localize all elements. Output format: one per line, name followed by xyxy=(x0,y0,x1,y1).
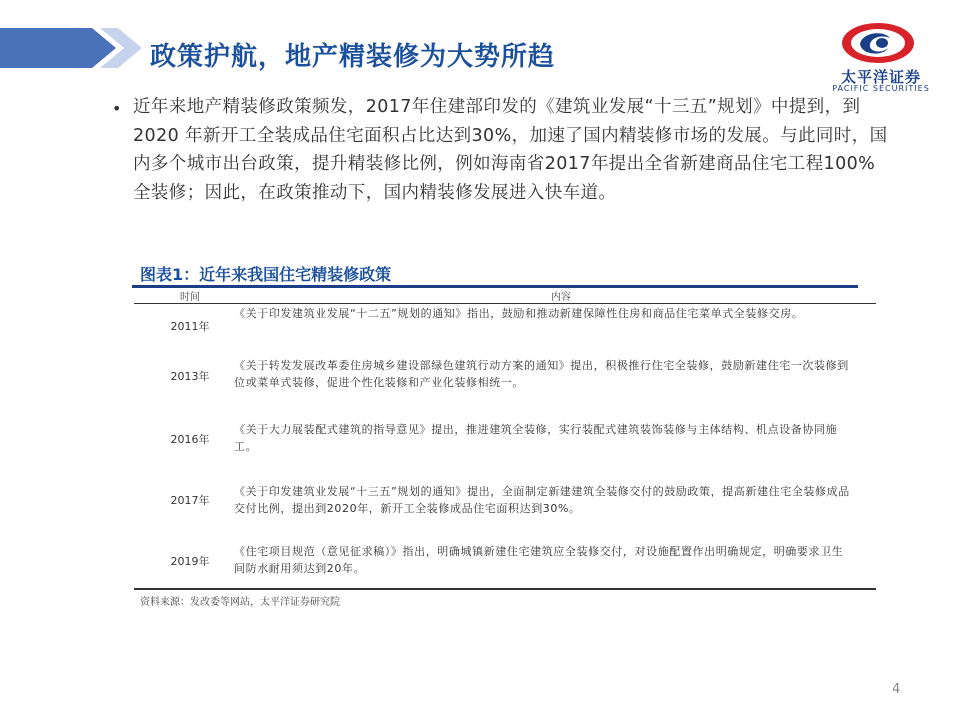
row-content: 《关于转发发展改革委住房城乡建设部绿色建筑行动方案的通知》提出，积极推行住宅全装修，鼓励新建住宅一次装修到位或菜单式装修，促进个性化装修和产业化装修相统一。 xyxy=(234,359,849,389)
column-header-time: 时间 xyxy=(180,292,200,303)
row-content: 《关于大力展装配式建筑的指导意见》提出，推进建筑全装修，实行装配式建筑装饰装修与主体结构、机点设备协同施工。 xyxy=(234,423,838,453)
header-banner xyxy=(0,22,160,74)
table-header xyxy=(134,287,876,304)
row-year: 2011年 xyxy=(170,320,210,333)
column-header-content: 内容 xyxy=(551,292,571,303)
row-year: 2017年 xyxy=(170,494,210,507)
slide-title: 政策护航，地产精装修为大势所趋 xyxy=(150,42,556,72)
row-year: 2013年 xyxy=(170,370,210,383)
pacific-logo-icon xyxy=(838,20,918,66)
bullet-text: 近年来地产精装修政策频发，2017年住建部印发的《建筑业发展“十三五”规划》中提到，到2020 年新开工全装成品住宅面积占比达到30%，加速了国内精装修市场的发展。与此同时，国内多个城市出台政策，提升精装修比例，例如海南省2017年提出全省新建商品住宅工程100%全装修；因此，在政策推动下，国内精装修发展进入快车道。 xyxy=(133,97,888,203)
company-logo xyxy=(826,20,936,93)
row-year: 2016年 xyxy=(170,433,210,446)
row-year: 2019年 xyxy=(170,555,210,568)
row-content: 《住宅项目规范（意见征求稿）》指出，明确城镇新建住宅建筑应全装修交付，对设施配置作出明确规定，明确要求卫生间防水耐用须达到20年。 xyxy=(234,545,844,575)
table-bottom-rule xyxy=(134,588,876,590)
policy-table xyxy=(134,287,876,590)
logo-name-cn: 太平洋证券 xyxy=(840,68,921,86)
logo-name-en: PACIFIC SECURITIES xyxy=(832,84,930,93)
row-content: 《关于印发建筑业发展“十三五”规划的通知》提出，全面制定新建建筑全装修交付的鼓励政策，提高新建住宅全装修成品交付比例，提出到2020年，新开工全装修成品住宅面积达到30%。 xyxy=(234,485,850,515)
source-note: 资料来源：发改委等网站，太平洋证券研究院 xyxy=(140,597,340,608)
figure-title: 图表1：近年来我国住宅精装修政策 xyxy=(140,265,392,284)
bullet-dot: • xyxy=(112,99,122,118)
page-number: 4 xyxy=(892,682,901,697)
row-content: 《关于印发建筑业发展“十二五”规划的通知》指出，鼓励和推动新建保障性住房和商品住宅菜单式全装修交房。 xyxy=(234,307,804,320)
